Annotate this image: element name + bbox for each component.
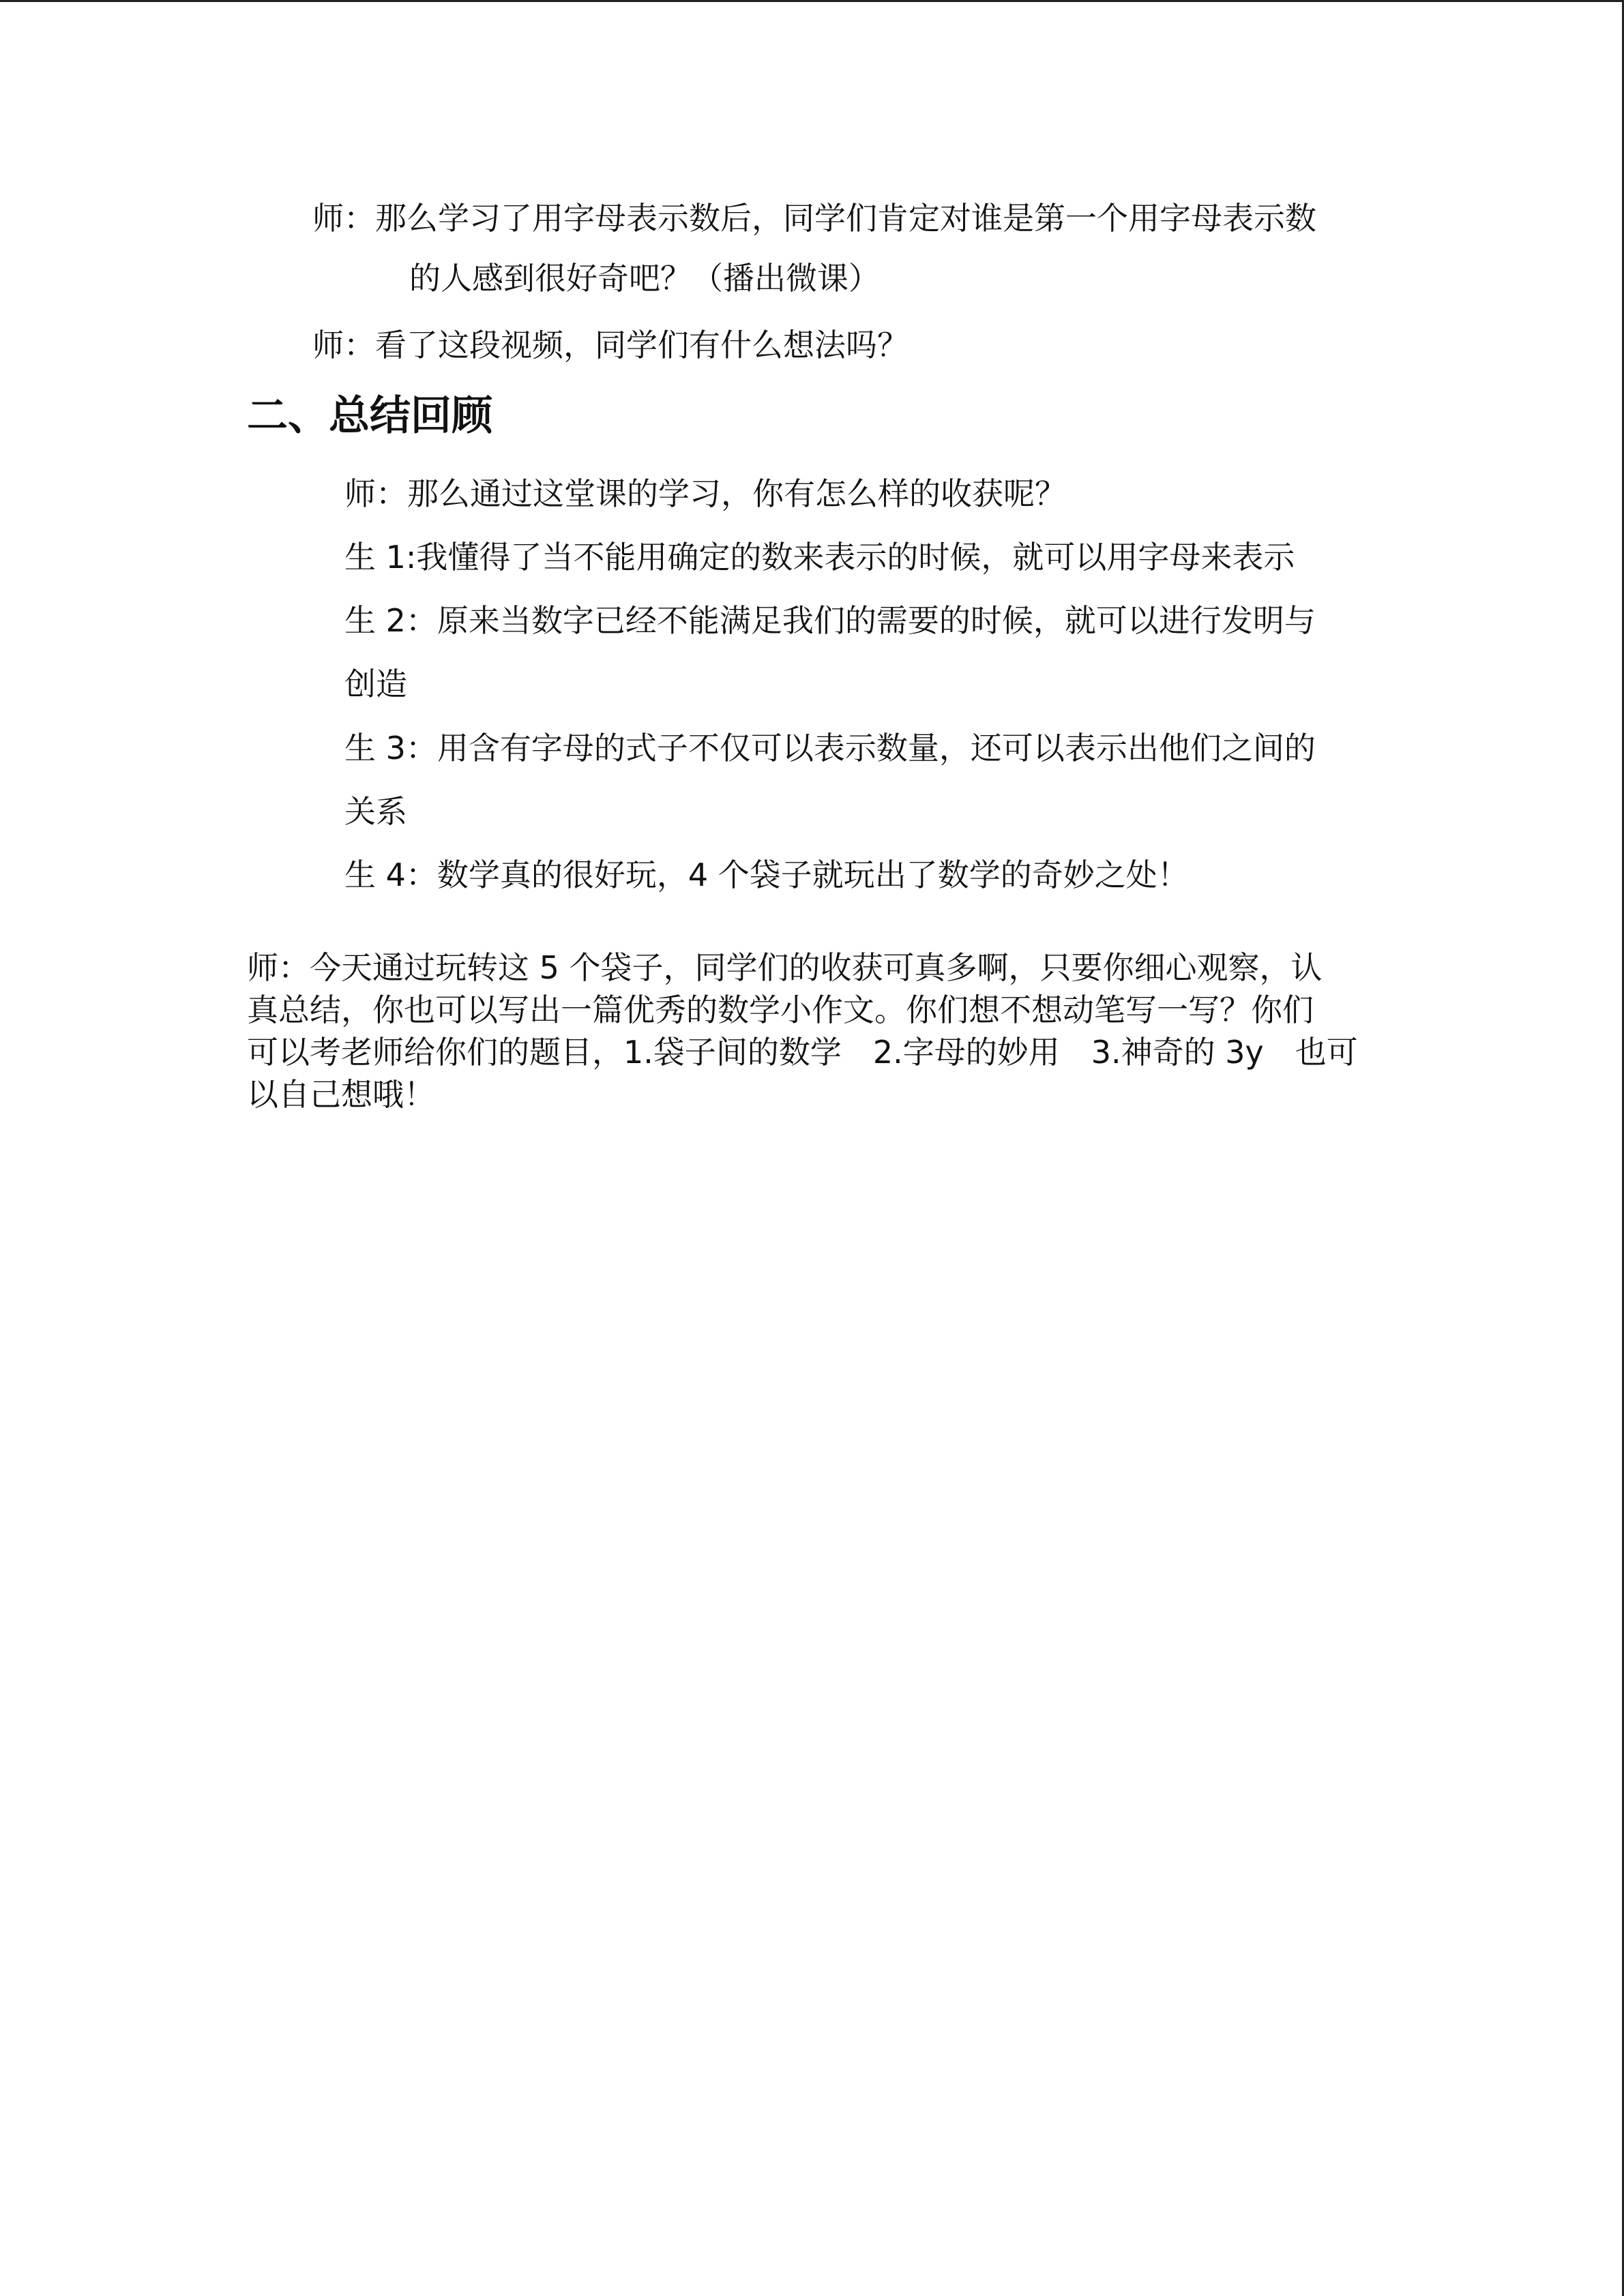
student-1-answer: 生 1:我懂得了当不能用确定的数来表示的时候，就可以用字母来表示 xyxy=(344,539,1295,576)
closing-line-4: 以自己想哦！ xyxy=(247,1076,435,1113)
student-2-answer-line-2: 创造 xyxy=(344,666,407,702)
closing-line-1: 师：今天通过玩转这 5 个袋子，同学们的收获可真多啊，只要你细心观察，认 xyxy=(247,949,1323,986)
page-border-top xyxy=(0,0,1624,2)
student-3-answer-line-2: 关系 xyxy=(344,793,407,830)
section-heading: 二、总结回顾 xyxy=(247,392,492,440)
closing-line-3: 可以考老师给你们的题目，1.袋子间的数学 2.字母的妙用 3.神奇的 3y 也可 xyxy=(247,1034,1358,1071)
teacher-question: 师：那么通过这堂课的学习，你有怎么样的收获呢？ xyxy=(344,475,1066,512)
student-3-answer-line-1: 生 3：用含有字母的式子不仅可以表示数量，还可以表示出他们之间的 xyxy=(344,730,1316,766)
intro-line-3: 师：看了这段视频，同学们有什么想法吗？ xyxy=(312,327,909,363)
student-2-answer-line-1: 生 2：原来当数字已经不能满足我们的需要的时候，就可以进行发明与 xyxy=(344,602,1316,639)
closing-paragraph xyxy=(247,946,1379,1116)
intro-line-2: 的人感到很好奇吧？（播出微课） xyxy=(409,260,880,297)
closing-line-2: 真总结，你也可以写出一篇优秀的数学小作文。你们想不想动笔写一写？你们 xyxy=(247,992,1314,1028)
intro-line-1: 师：那么学习了用字母表示数后，同学们肯定对谁是第一个用字母表示数 xyxy=(312,200,1316,237)
student-4-answer: 生 4：数学真的很好玩，4 个袋子就玩出了数学的奇妙之处！ xyxy=(344,856,1189,893)
